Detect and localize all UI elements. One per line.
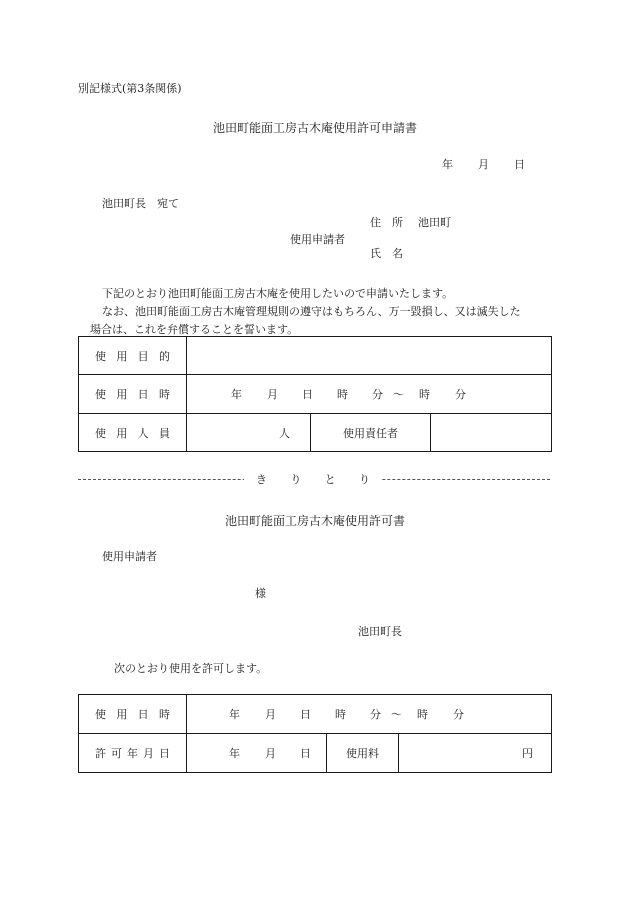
- dt-year: 年: [231, 388, 242, 401]
- datetime-row: [79, 375, 552, 414]
- dt-hour: 時: [337, 388, 348, 401]
- pdt-hour: 時: [335, 708, 346, 721]
- permit-title: 池田町能面工房古木庵使用許可書: [224, 514, 405, 528]
- people-row: [79, 414, 552, 452]
- date-month-label: 月: [478, 158, 489, 171]
- label-char: 使: [95, 349, 106, 363]
- permit-datetime-row: [79, 695, 552, 734]
- label-char: 用: [116, 426, 128, 440]
- dt-minute: 分: [372, 388, 383, 401]
- applicant-label: 使用申請者: [290, 233, 345, 246]
- people-label-cell: [79, 414, 187, 452]
- permit-date-label-cell: [79, 734, 187, 773]
- responsible-label: 使用責任者: [311, 414, 431, 452]
- people-unit: 人: [279, 426, 290, 440]
- datetime-label-cell: [79, 375, 187, 414]
- address-label: 住 所: [370, 216, 403, 229]
- permit-body: 次のとおり使用を許可します。: [114, 662, 268, 675]
- permit-honorific: 様: [255, 587, 266, 600]
- responsible-field[interactable]: [431, 414, 552, 452]
- dt-day: 日: [302, 388, 313, 401]
- permit-table: [78, 694, 552, 773]
- label-char: 使: [95, 426, 106, 440]
- name-label: 氏 名: [370, 247, 403, 260]
- pdt-minute-end: 分: [453, 708, 464, 721]
- permit-issuer: 池田町長: [358, 625, 402, 638]
- label-char: 用: [116, 388, 128, 401]
- cut-char-4: り: [358, 473, 370, 486]
- application-table: [78, 336, 552, 452]
- label-char: 許: [95, 747, 106, 760]
- dt-tilde: ～: [393, 388, 404, 401]
- label-char: 使: [95, 388, 106, 401]
- label-char: 的: [158, 349, 170, 363]
- datetime-label: [79, 386, 186, 402]
- address-value: 池田町: [418, 216, 451, 229]
- label-char: 可: [111, 747, 122, 760]
- label-char: 用: [116, 708, 128, 721]
- permit-date-label: [79, 745, 186, 761]
- permit-datetime-label-cell: [79, 695, 187, 734]
- label-char: 時: [158, 388, 170, 401]
- label-char: 人: [137, 426, 149, 440]
- datetime-field[interactable]: [187, 375, 552, 414]
- label-char: 年: [127, 747, 138, 760]
- pdt-day: 日: [300, 708, 311, 721]
- pdt-tilde: ～: [391, 708, 402, 721]
- addressee: 池田町長 宛て: [102, 197, 179, 210]
- label-char: 日: [159, 747, 170, 760]
- people-label: [79, 425, 186, 441]
- date-year-label: 年: [442, 158, 453, 171]
- pd-year: 年: [229, 747, 240, 760]
- purpose-label-cell: [79, 337, 187, 375]
- dt-month: 月: [267, 388, 278, 401]
- label-char: 日: [137, 388, 149, 401]
- cut-char-1: き: [256, 473, 267, 486]
- fee-unit: 円: [522, 747, 534, 760]
- label-char: 日: [137, 708, 149, 721]
- label-char: 使: [95, 708, 106, 721]
- application-body-line1: 下記のとおり池田町能面工房古木庵を使用したいので申請いたします。: [102, 287, 454, 300]
- application-body-line3: 場合は、これを弁償することを誓います。: [90, 323, 299, 336]
- label-char: 月: [143, 747, 154, 760]
- cut-label: [244, 471, 382, 487]
- permit-date-field[interactable]: [187, 734, 327, 773]
- label-char: 員: [158, 426, 170, 440]
- cut-char-2: り: [290, 473, 302, 486]
- permit-datetime-label: [79, 706, 186, 722]
- application-body-line2: なお、池田町能面工房古木庵管理規則の遵守はもちろん、万一毀損し、又は滅失した: [102, 305, 521, 318]
- date-day-label: 日: [514, 158, 525, 171]
- purpose-field[interactable]: [187, 337, 552, 375]
- fee-field[interactable]: [399, 734, 552, 773]
- permit-applicant-label: 使用申請者: [102, 550, 157, 563]
- pdt-hour-end: 時: [417, 708, 428, 721]
- permit-date-row: [79, 734, 552, 773]
- label-char: 目: [137, 349, 149, 363]
- application-title: 池田町能面工房古木庵使用許可申請書: [212, 121, 417, 135]
- people-field[interactable]: [187, 414, 311, 452]
- dt-hour-end: 時: [419, 388, 430, 401]
- pdt-month: 月: [265, 708, 276, 721]
- pd-month: 月: [265, 747, 276, 760]
- permit-datetime-field[interactable]: [187, 695, 552, 734]
- form-reference: 別記様式(第3条関係): [78, 82, 182, 95]
- pdt-minute: 分: [370, 708, 381, 721]
- dt-minute-end: 分: [455, 388, 466, 401]
- pdt-year: 年: [229, 708, 240, 721]
- purpose-row: [79, 337, 552, 375]
- pd-day: 日: [300, 747, 311, 760]
- label-char: 用: [116, 349, 128, 363]
- purpose-label: [79, 348, 186, 364]
- label-char: 時: [158, 708, 170, 721]
- cut-char-3: と: [324, 473, 336, 486]
- fee-label: 使用料: [327, 734, 399, 773]
